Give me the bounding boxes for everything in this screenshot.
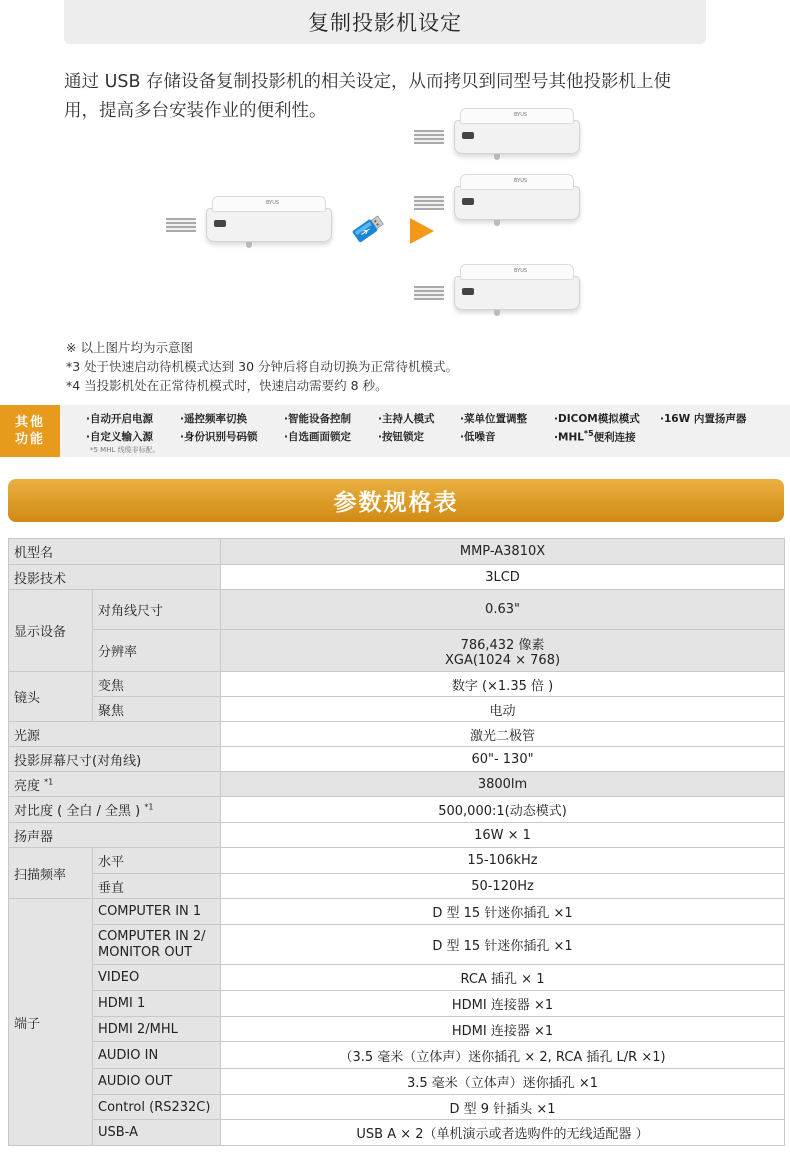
table-row: Control (RS232C) D 型 9 针插头 ×1 [9,1095,785,1120]
section-title: 复制投影机设定 [308,11,462,35]
arrow-right-icon [410,218,434,244]
spec-table [8,538,785,1146]
table-row: 分辨率 786,432 像素 XGA(1024 × 768) [9,630,785,672]
table-row: HDMI 1 HDMI 连接器 ×1 [9,991,785,1017]
section-title-banner [64,0,706,44]
table-row: 端子 COMPUTER IN 1 D 型 15 针迷你插孔 ×1 [9,899,785,925]
table-row: AUDIO OUT 3.5 毫米（立体声）迷你插孔 ×1 [9,1069,785,1095]
feature-item: ·菜单位置调整 [460,413,527,425]
feature-item: ·智能设备控制 [284,413,351,425]
usb-drive-icon [348,212,388,248]
table-row: 对比度 ( 全白 / 全黑 ) $^{*1}$ 500,000:1(动态模式) [9,797,785,823]
notes [66,338,458,395]
table-row: AUDIO IN （3.5 毫米（立体声）迷你插孔 × 2, RCA 插孔 L/R ×1) [9,1042,785,1069]
table-row: HDMI 2/MHL HDMI 连接器 ×1 [9,1017,785,1042]
feature-item: ·遥控频率切换 [180,413,247,425]
feature-item: ·DICOM模拟模式 [554,413,640,425]
note-line: ※ 以上图片均为示意图 [66,340,193,355]
feature-item: ·自动开启电源 [86,413,153,425]
table-row: 扫描频率 水平 15-106kHz [9,848,785,874]
table-row: 镜头 变焦 数字 (×1.35 倍 ) [9,672,785,697]
table-row: 投影屏幕尺寸(对角线) 60"- 130" [9,747,785,772]
table-row: COMPUTER IN 2/ MONITOR OUT D 型 15 针迷你插孔 ×1 [9,925,785,965]
note-line: *3 处于快速启动待机模式达到 30 分钟后将自动切换为正常待机模式。 [66,359,459,374]
spec-table-title: 参数规格表 [8,479,784,522]
note-line: *4 当投影机处在正常待机模式时，快速启动需要约 8 秒。 [66,378,388,393]
feature-footnote: *5 MHL 线缆非标配。 [90,446,160,454]
table-row: VIDEO RCA 插孔 × 1 [9,965,785,991]
feature-item: ·身份识别号码锁 [180,431,258,443]
intro-paragraph: 通过 USB 存储设备复制投影机的相关设定，从而拷贝到同型号其他投影机上使用，提高多台安装作业的便利性。 [64,72,672,121]
feature-item: ·主持人模式 [378,413,435,425]
feature-item-mhl: $\cdot MHL^{*5}$便利连接 [554,429,636,444]
other-features-bar [0,405,790,457]
other-features-label: 其他 功能 [0,405,60,457]
table-row: 机型名 MMP-A3810X [9,539,785,565]
table-row: 聚焦 电动 [9,697,785,722]
feature-item: ·自定义输入源 [86,431,153,443]
table-row: 光源 激光二极管 [9,722,785,747]
projector-brand: BYUS [266,200,280,206]
feature-item: ·低噪音 [460,431,496,443]
table-row: 亮度 $^{*1}$ 3800lm [9,772,785,797]
feature-item: ·16W 内置扬声器 [660,413,747,425]
table-row: 扬声器 16W × 1 [9,823,785,848]
table-row: USB-A USB A × 2（单机演示或者选购件的无线适配器 ） [9,1120,785,1146]
feature-item: ·按钮锁定 [378,431,424,443]
table-row: 投影技术 3LCD [9,565,785,590]
table-row: 垂直 50-120Hz [9,874,785,899]
feature-item: ·自选画面锁定 [284,431,351,443]
table-row: 显示设备 对角线尺寸 0.63" [9,590,785,630]
